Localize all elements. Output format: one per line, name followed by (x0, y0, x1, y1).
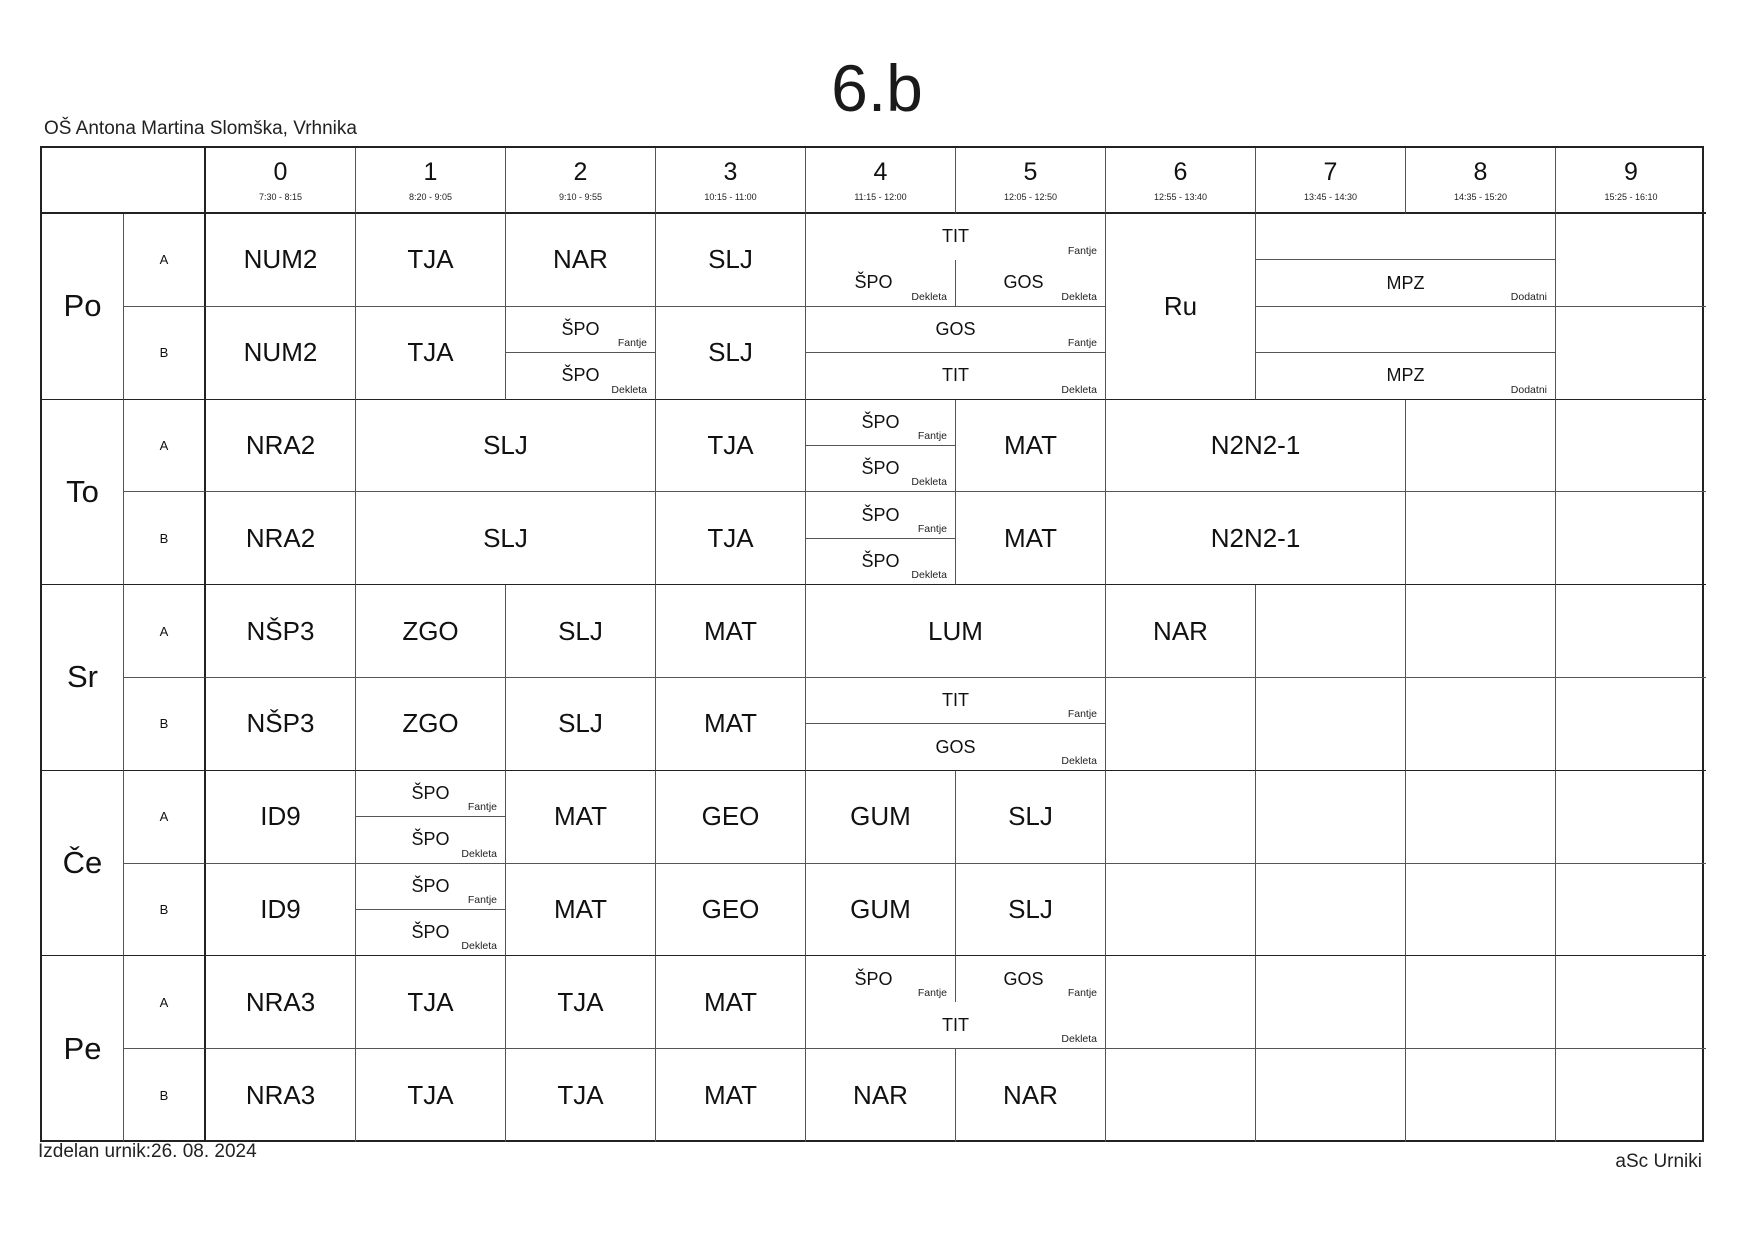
empty-cell (1556, 214, 1706, 307)
lesson-subject: GOS (935, 319, 976, 339)
period-header (956, 148, 1106, 214)
lesson-cell-split (806, 492, 956, 585)
empty-cell (1406, 1049, 1556, 1142)
empty-cell (1106, 678, 1256, 771)
lesson-cell: TJA (356, 214, 506, 307)
period-number: 6 (1173, 158, 1188, 186)
empty-cell (1106, 864, 1256, 957)
lesson-group (356, 771, 505, 816)
lesson-cell-split (806, 307, 1106, 400)
lesson-subject: ŠPO (561, 319, 600, 339)
empty-cell (1406, 585, 1556, 678)
lesson-subject: ŠPO (411, 829, 450, 850)
lesson-cell: NRA2 (206, 400, 356, 493)
lesson-group (506, 307, 655, 352)
lesson-cell: TJA (656, 492, 806, 585)
week-label: A (124, 400, 206, 493)
lesson-group (806, 352, 1105, 398)
week-label: B (124, 864, 206, 957)
empty-cell (1556, 585, 1706, 678)
lesson-cell-split (356, 864, 506, 957)
lesson-cell-split (806, 678, 1106, 771)
lesson-subject: TIT (942, 1014, 969, 1035)
period-number: 8 (1473, 158, 1488, 186)
day-label: Po (42, 214, 124, 400)
lesson-cell: SLJ (656, 307, 806, 400)
day-label: To (42, 400, 124, 586)
group-note: Fantje (1067, 244, 1097, 257)
lesson-subject: TIT (942, 365, 969, 386)
lesson-cell: MAT (956, 400, 1106, 493)
lesson-cell: SLJ (356, 400, 656, 493)
lesson-cell: ID9 (206, 771, 356, 864)
lesson-subject: ŠPO (854, 272, 893, 293)
lesson-cell: SLJ (506, 678, 656, 771)
lesson-cell: NRA3 (206, 1049, 356, 1142)
lesson-subject: TIT (942, 226, 969, 247)
lesson-subject: ŠPO (861, 504, 900, 525)
group-note: Fantje (467, 801, 497, 814)
lesson-subject: ŠPO (411, 782, 450, 803)
lesson-cell: NUM2 (206, 214, 356, 307)
lesson-subject: ŠPO (861, 411, 900, 432)
group-note: Dodatni (1510, 383, 1547, 396)
empty-cell (1406, 956, 1556, 1049)
lesson-cell: MAT (506, 864, 656, 957)
empty-cell (1106, 1049, 1256, 1142)
group-note: Dekleta (911, 569, 947, 582)
lesson-cell: SLJ (656, 214, 806, 307)
lesson-group (806, 492, 955, 537)
period-time: 7:30 - 8:15 (258, 192, 303, 202)
period-number: 1 (423, 158, 438, 186)
empty-cell (1556, 492, 1706, 585)
period-time: 9:10 - 9:55 (558, 192, 603, 202)
group-note: Fantje (467, 893, 497, 906)
lesson-cell-split (356, 771, 506, 864)
period-number: 9 (1624, 158, 1638, 186)
period-header (1106, 148, 1256, 214)
group-note: Dekleta (1061, 1033, 1097, 1046)
lesson-cell: MAT (956, 492, 1106, 585)
lesson-group (1256, 259, 1555, 305)
period-header (1256, 148, 1406, 214)
lesson-group (806, 1002, 1105, 1048)
lesson-cell: NRA3 (206, 956, 356, 1049)
day-label: Sr (42, 585, 124, 771)
group-note: Fantje (917, 987, 947, 1000)
lesson-cell: NAR (956, 1049, 1106, 1142)
period-time: 15:25 - 16:10 (1604, 192, 1658, 202)
lesson-cell: GUM (806, 771, 956, 864)
period-time: 12:05 - 12:50 (1003, 192, 1058, 202)
period-number: 7 (1323, 158, 1338, 186)
lesson-group (1256, 352, 1555, 398)
empty-cell (1256, 678, 1406, 771)
lesson-cell: MAT (656, 1049, 806, 1142)
brand-footer: aSc Urniki (1615, 1151, 1702, 1172)
empty-cell (1556, 956, 1706, 1049)
lesson-cell: SLJ (956, 864, 1106, 957)
lesson-subject: ŠPO (411, 875, 450, 896)
period-time: 11:15 - 12:00 (854, 192, 907, 202)
lesson-group (806, 307, 1105, 352)
lesson-cell: TJA (356, 956, 506, 1049)
period-header (356, 148, 506, 214)
lesson-cell: SLJ (506, 585, 656, 678)
lesson-group (806, 723, 1105, 769)
period-number: 3 (723, 158, 738, 186)
day-label: Pe (42, 956, 124, 1142)
group-note: Dekleta (911, 476, 947, 489)
empty-cell (1556, 307, 1706, 400)
lesson-cell-split (806, 214, 1106, 307)
period-header (1556, 148, 1706, 214)
empty-cell (1556, 400, 1706, 493)
lesson-cell: NRA2 (206, 492, 356, 585)
empty-cell (1406, 771, 1556, 864)
lesson-subject: ŠPO (861, 458, 900, 479)
group-note: Fantje (917, 430, 947, 442)
group-note: Dekleta (1061, 290, 1097, 303)
lesson-cell: TJA (506, 1049, 656, 1142)
week-label: A (124, 771, 206, 864)
period-header (1406, 148, 1556, 214)
lesson-group (806, 445, 955, 491)
period-time: 13:45 - 14:30 (1303, 192, 1358, 202)
lesson-group (506, 352, 655, 398)
lesson-cell-split (806, 400, 956, 493)
group-note: Dekleta (461, 847, 497, 860)
lesson-cell: N2N2-1 (1106, 400, 1406, 493)
lesson-cell: TJA (356, 1049, 506, 1142)
lesson-cell: TJA (356, 307, 506, 400)
period-time: 14:35 - 15:20 (1453, 192, 1508, 202)
empty-cell (1406, 492, 1556, 585)
lesson-group (356, 816, 505, 862)
lesson-subject: ŠPO (861, 551, 900, 571)
lesson-cell-split (506, 307, 656, 400)
group-note: Dekleta (911, 290, 947, 303)
group-note: Fantje (1067, 708, 1097, 721)
group-note: Fantje (617, 337, 647, 350)
lesson-subject: ŠPO (561, 365, 600, 386)
empty-cell (1406, 400, 1556, 493)
period-number: 0 (273, 158, 288, 186)
lesson-group (806, 956, 955, 1002)
lesson-cell: MAT (506, 771, 656, 864)
lesson-group (955, 260, 1105, 306)
empty-cell (1256, 771, 1406, 864)
period-number: 4 (873, 158, 888, 186)
lesson-subject: TIT (942, 690, 969, 711)
week-label: A (124, 956, 206, 1049)
lesson-group (356, 864, 505, 909)
empty-cell (1106, 771, 1256, 864)
period-header (806, 148, 956, 214)
lesson-cell: NAR (1106, 585, 1256, 678)
week-label: B (124, 678, 206, 771)
lesson-group (806, 538, 955, 584)
lesson-group (955, 956, 1105, 1002)
lesson-cell: NŠP3 (206, 585, 356, 678)
empty-cell (1556, 1049, 1706, 1142)
lesson-cell: TJA (656, 400, 806, 493)
page-title: 6.b (831, 51, 923, 125)
lesson-cell: NAR (506, 214, 656, 307)
period-time: 8:20 - 9:05 (408, 192, 453, 202)
lesson-cell-split (1256, 307, 1556, 400)
lesson-subject: GOS (1003, 272, 1044, 293)
lesson-cell: ZGO (356, 585, 506, 678)
lesson-cell-split (806, 956, 1106, 1049)
lesson-group (806, 214, 1105, 260)
empty-cell (1406, 864, 1556, 957)
period-number: 2 (573, 158, 588, 186)
group-note: Fantje (917, 522, 947, 535)
group-note: Dekleta (1061, 754, 1097, 767)
lesson-cell: MAT (656, 585, 806, 678)
lesson-subject: ŠPO (854, 968, 893, 989)
week-label: A (124, 214, 206, 307)
empty-cell (1106, 956, 1256, 1049)
lesson-subject: ŠPO (411, 922, 450, 943)
lesson-cell: GUM (806, 864, 956, 957)
lesson-cell: MAT (656, 678, 806, 771)
lesson-cell: MAT (656, 956, 806, 1049)
lesson-cell-split (1256, 214, 1556, 307)
lesson-cell: TJA (506, 956, 656, 1049)
empty-cell (1256, 956, 1406, 1049)
empty-cell (1556, 678, 1706, 771)
lesson-cell: LUM (806, 585, 1106, 678)
period-time: 10:15 - 11:00 (704, 192, 757, 202)
lesson-cell: Ru (1106, 214, 1256, 400)
period-header (656, 148, 806, 214)
period-time: 12:55 - 13:40 (1153, 192, 1208, 202)
week-label: B (124, 492, 206, 585)
lesson-cell: GEO (656, 864, 806, 957)
lesson-cell: GEO (656, 771, 806, 864)
week-label: A (124, 585, 206, 678)
empty-cell (1406, 678, 1556, 771)
lesson-cell: ID9 (206, 864, 356, 957)
corner-cell (42, 148, 206, 214)
lesson-cell: SLJ (356, 492, 656, 585)
lesson-cell: NŠP3 (206, 678, 356, 771)
empty-cell (1256, 1049, 1406, 1142)
group-note: Dekleta (461, 940, 497, 953)
lesson-cell: NUM2 (206, 307, 356, 400)
lesson-group (806, 260, 955, 306)
week-label: B (124, 1049, 206, 1142)
lesson-subject: MPZ (1386, 365, 1425, 386)
lesson-cell: N2N2-1 (1106, 492, 1406, 585)
empty-cell (1556, 864, 1706, 957)
period-header (206, 148, 356, 214)
lesson-group-empty (1256, 307, 1555, 352)
lesson-subject: GOS (935, 736, 976, 757)
lesson-subject: GOS (1003, 968, 1044, 989)
group-note: Dekleta (611, 383, 647, 396)
lesson-group (356, 909, 505, 955)
school-name: OŠ Antona Martina Slomška, Vrhnika (44, 118, 357, 139)
timetable-grid (40, 146, 1704, 1142)
created-date: Izdelan urnik:26. 08. 2024 (38, 1141, 257, 1162)
lesson-cell: SLJ (956, 771, 1106, 864)
lesson-group-empty (1256, 214, 1555, 259)
period-header (506, 148, 656, 214)
group-note: Fantje (1067, 337, 1097, 350)
group-note: Dodatni (1510, 290, 1547, 303)
empty-cell (1256, 585, 1406, 678)
lesson-cell: NAR (806, 1049, 956, 1142)
week-label: B (124, 307, 206, 400)
day-label: Če (42, 771, 124, 957)
period-number: 5 (1023, 158, 1038, 186)
empty-cell (1556, 771, 1706, 864)
group-note: Dekleta (1061, 383, 1097, 396)
lesson-subject: MPZ (1386, 272, 1425, 293)
group-note: Fantje (1067, 987, 1097, 1000)
empty-cell (1256, 864, 1406, 957)
lesson-group (806, 678, 1105, 723)
lesson-group (806, 400, 955, 445)
lesson-cell: ZGO (356, 678, 506, 771)
